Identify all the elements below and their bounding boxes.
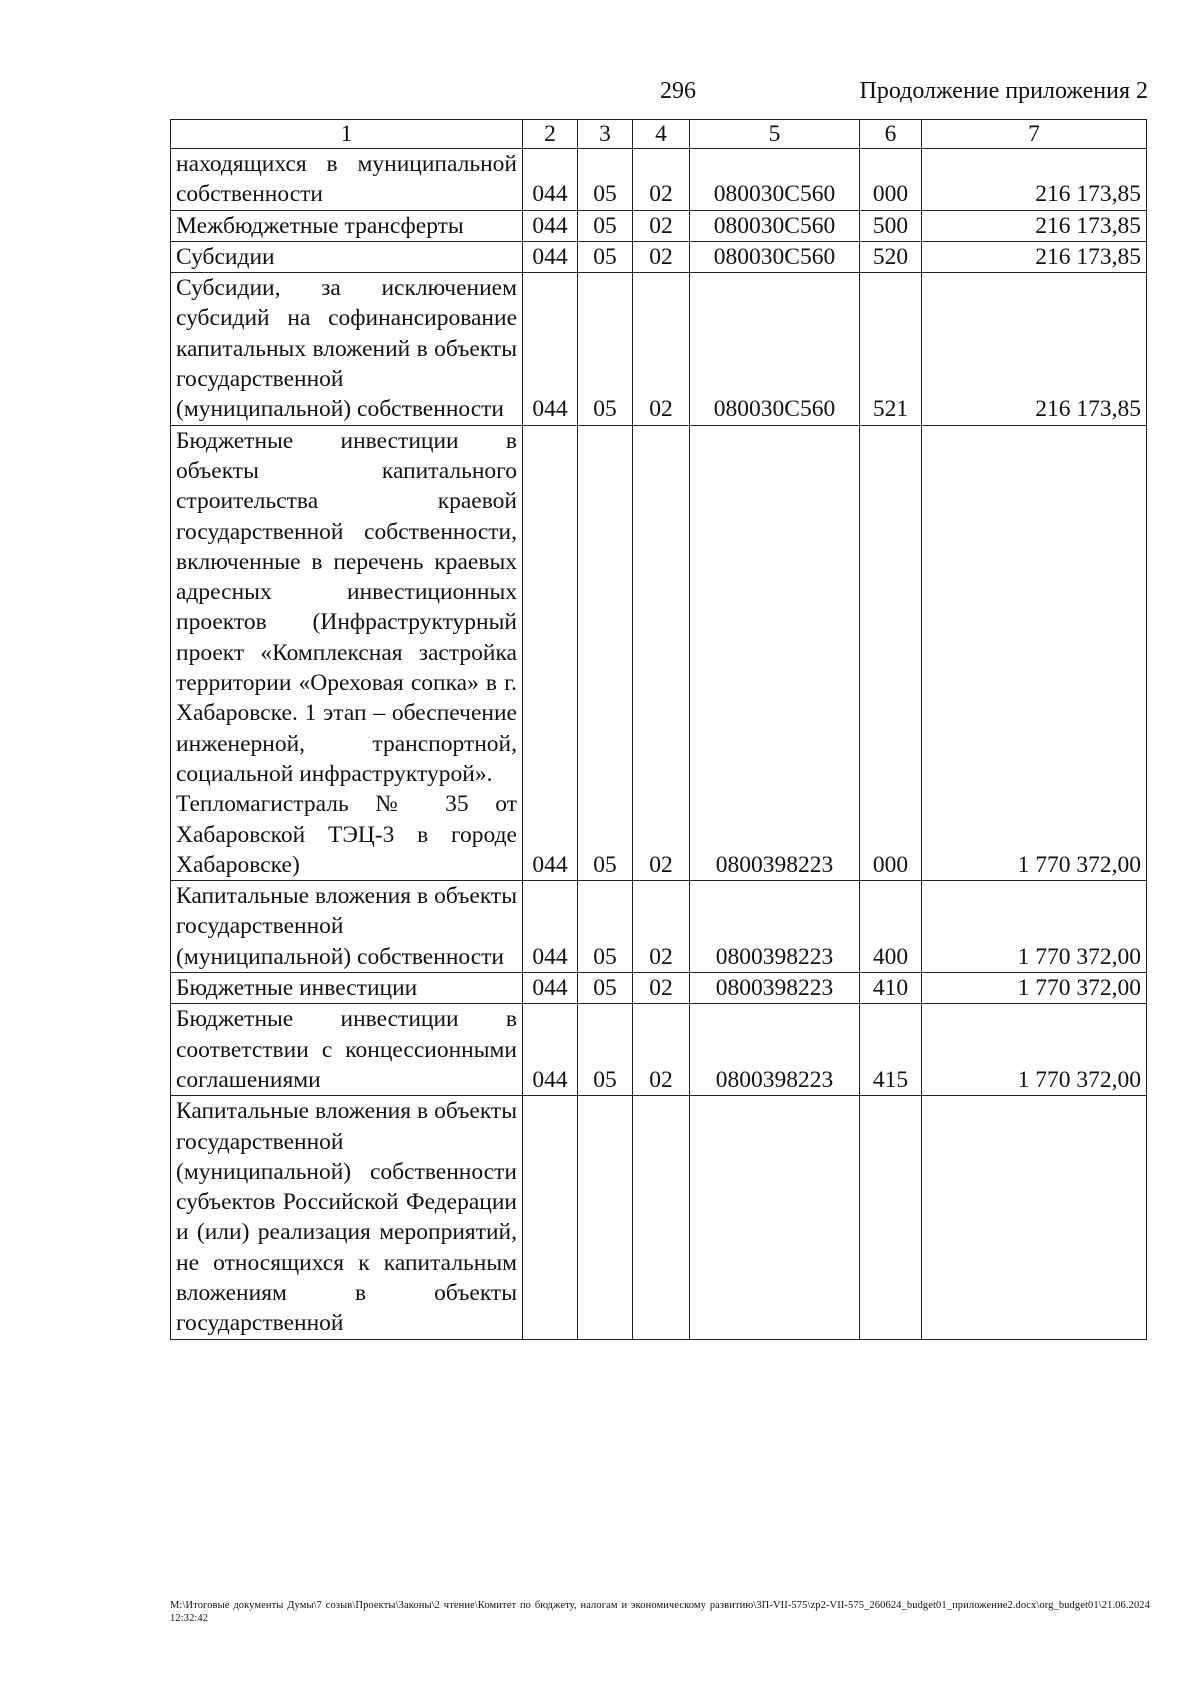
row-code-2: 044 bbox=[523, 149, 578, 211]
row-code-3: 05 bbox=[578, 1004, 633, 1096]
row-code-6: 000 bbox=[860, 149, 922, 211]
row-name: Межбюджетные трансферты bbox=[171, 210, 523, 241]
row-code-2: 044 bbox=[523, 1004, 578, 1096]
row-code-6: 520 bbox=[860, 241, 922, 272]
column-header: 7 bbox=[922, 120, 1147, 149]
row-code-4: 02 bbox=[633, 1004, 690, 1096]
column-header: 3 bbox=[578, 120, 633, 149]
page-number: 296 bbox=[660, 78, 696, 104]
row-amount: 1 770 372,00 bbox=[922, 425, 1147, 880]
row-amount: 216 173,85 bbox=[922, 210, 1147, 241]
row-code-6: 000 bbox=[860, 425, 922, 880]
row-code-3: 05 bbox=[578, 273, 633, 425]
row-code-5: 0800398223 bbox=[690, 1004, 860, 1096]
row-code-2: 044 bbox=[523, 425, 578, 880]
table-row bbox=[171, 149, 1147, 211]
row-name: Бюджетные инвестиции в объекты капитального строительства краевой государственной собственности, включенные в перечень краевых адресных инвестиционных проектов (Инфраструктурный проект «Комплексная застройка территории «Ореховая сопка» в г. Хабаровске. 1 этап – обеспечение инженерной, транспортной, социальной инфраструктурой». Тепломагистраль № 35 от Хабаровской ТЭЦ-3 в городе Хабаровске) bbox=[171, 425, 523, 880]
table-row bbox=[171, 273, 1147, 425]
row-code-3 bbox=[578, 1096, 633, 1339]
continuation-caption: Продолжение приложения 2 bbox=[859, 78, 1148, 104]
row-code-4 bbox=[633, 1096, 690, 1339]
row-code-3: 05 bbox=[578, 210, 633, 241]
row-amount: 216 173,85 bbox=[922, 273, 1147, 425]
row-code-6: 500 bbox=[860, 210, 922, 241]
row-code-5: 080030С560 bbox=[690, 273, 860, 425]
column-header: 2 bbox=[523, 120, 578, 149]
row-code-5: 0800398223 bbox=[690, 425, 860, 880]
row-amount: 1 770 372,00 bbox=[922, 973, 1147, 1004]
row-code-3: 05 bbox=[578, 425, 633, 880]
row-code-4: 02 bbox=[633, 425, 690, 880]
row-code-4: 02 bbox=[633, 210, 690, 241]
row-code-6: 400 bbox=[860, 881, 922, 973]
row-code-4: 02 bbox=[633, 241, 690, 272]
row-code-5 bbox=[690, 1096, 860, 1339]
table-row bbox=[171, 1096, 1147, 1339]
row-code-3: 05 bbox=[578, 241, 633, 272]
document-path-footer: M:\Итоговые документы Думы\7 созыв\Проекты\Законы\2 чтение\Комитет по бюджету, налогам и экономическому развитию\3П-VII-575\zp2-VII-575_260624_budget01_приложение2.docx\org_budget01\21.06.2024 12:32:42 bbox=[170, 1600, 1150, 1624]
table-row bbox=[171, 241, 1147, 272]
row-name: Капитальные вложения в объекты государственной (муниципальной) собственности субъектов Российской Федерации и (или) реализация мероприятий, не относящихся к капитальным вложениям в объекты государственной bbox=[171, 1096, 523, 1339]
table-row bbox=[171, 210, 1147, 241]
row-code-6 bbox=[860, 1096, 922, 1339]
row-code-4: 02 bbox=[633, 881, 690, 973]
column-header: 5 bbox=[690, 120, 860, 149]
row-code-4: 02 bbox=[633, 149, 690, 211]
row-code-5: 080030С560 bbox=[690, 149, 860, 211]
table-row bbox=[171, 973, 1147, 1004]
row-name: Субсидии, за исключением субсидий на софинансирование капитальных вложений в объекты государственной (муниципальной) собственности bbox=[171, 273, 523, 425]
row-amount: 216 173,85 bbox=[922, 241, 1147, 272]
row-code-6: 410 bbox=[860, 973, 922, 1004]
row-code-5: 080030С560 bbox=[690, 210, 860, 241]
row-code-6: 415 bbox=[860, 1004, 922, 1096]
row-code-2: 044 bbox=[523, 881, 578, 973]
row-code-2: 044 bbox=[523, 973, 578, 1004]
row-code-5: 0800398223 bbox=[690, 973, 860, 1004]
table-row bbox=[171, 1004, 1147, 1096]
column-header: 6 bbox=[860, 120, 922, 149]
row-name: Субсидии bbox=[171, 241, 523, 272]
row-code-2: 044 bbox=[523, 273, 578, 425]
row-code-2 bbox=[523, 1096, 578, 1339]
row-code-4: 02 bbox=[633, 973, 690, 1004]
budget-table bbox=[170, 119, 1147, 1340]
row-code-4: 02 bbox=[633, 273, 690, 425]
row-code-3: 05 bbox=[578, 881, 633, 973]
row-code-3: 05 bbox=[578, 149, 633, 211]
column-header: 4 bbox=[633, 120, 690, 149]
row-name: Бюджетные инвестиции в соответствии с концессионными соглашениями bbox=[171, 1004, 523, 1096]
row-code-3: 05 bbox=[578, 973, 633, 1004]
row-amount: 1 770 372,00 bbox=[922, 1004, 1147, 1096]
table-header-row bbox=[171, 120, 1147, 149]
row-code-5: 080030С560 bbox=[690, 241, 860, 272]
row-code-6: 521 bbox=[860, 273, 922, 425]
row-name: Бюджетные инвестиции bbox=[171, 973, 523, 1004]
row-name: Капитальные вложения в объекты государственной (муниципальной) собственности bbox=[171, 881, 523, 973]
table-row bbox=[171, 425, 1147, 880]
row-amount bbox=[922, 1096, 1147, 1339]
row-code-2: 044 bbox=[523, 241, 578, 272]
row-amount: 1 770 372,00 bbox=[922, 881, 1147, 973]
row-code-2: 044 bbox=[523, 210, 578, 241]
row-name: находящихся в муниципальной собственности bbox=[171, 149, 523, 211]
column-header: 1 bbox=[171, 120, 523, 149]
table-row bbox=[171, 881, 1147, 973]
row-amount: 216 173,85 bbox=[922, 149, 1147, 211]
row-code-5: 0800398223 bbox=[690, 881, 860, 973]
